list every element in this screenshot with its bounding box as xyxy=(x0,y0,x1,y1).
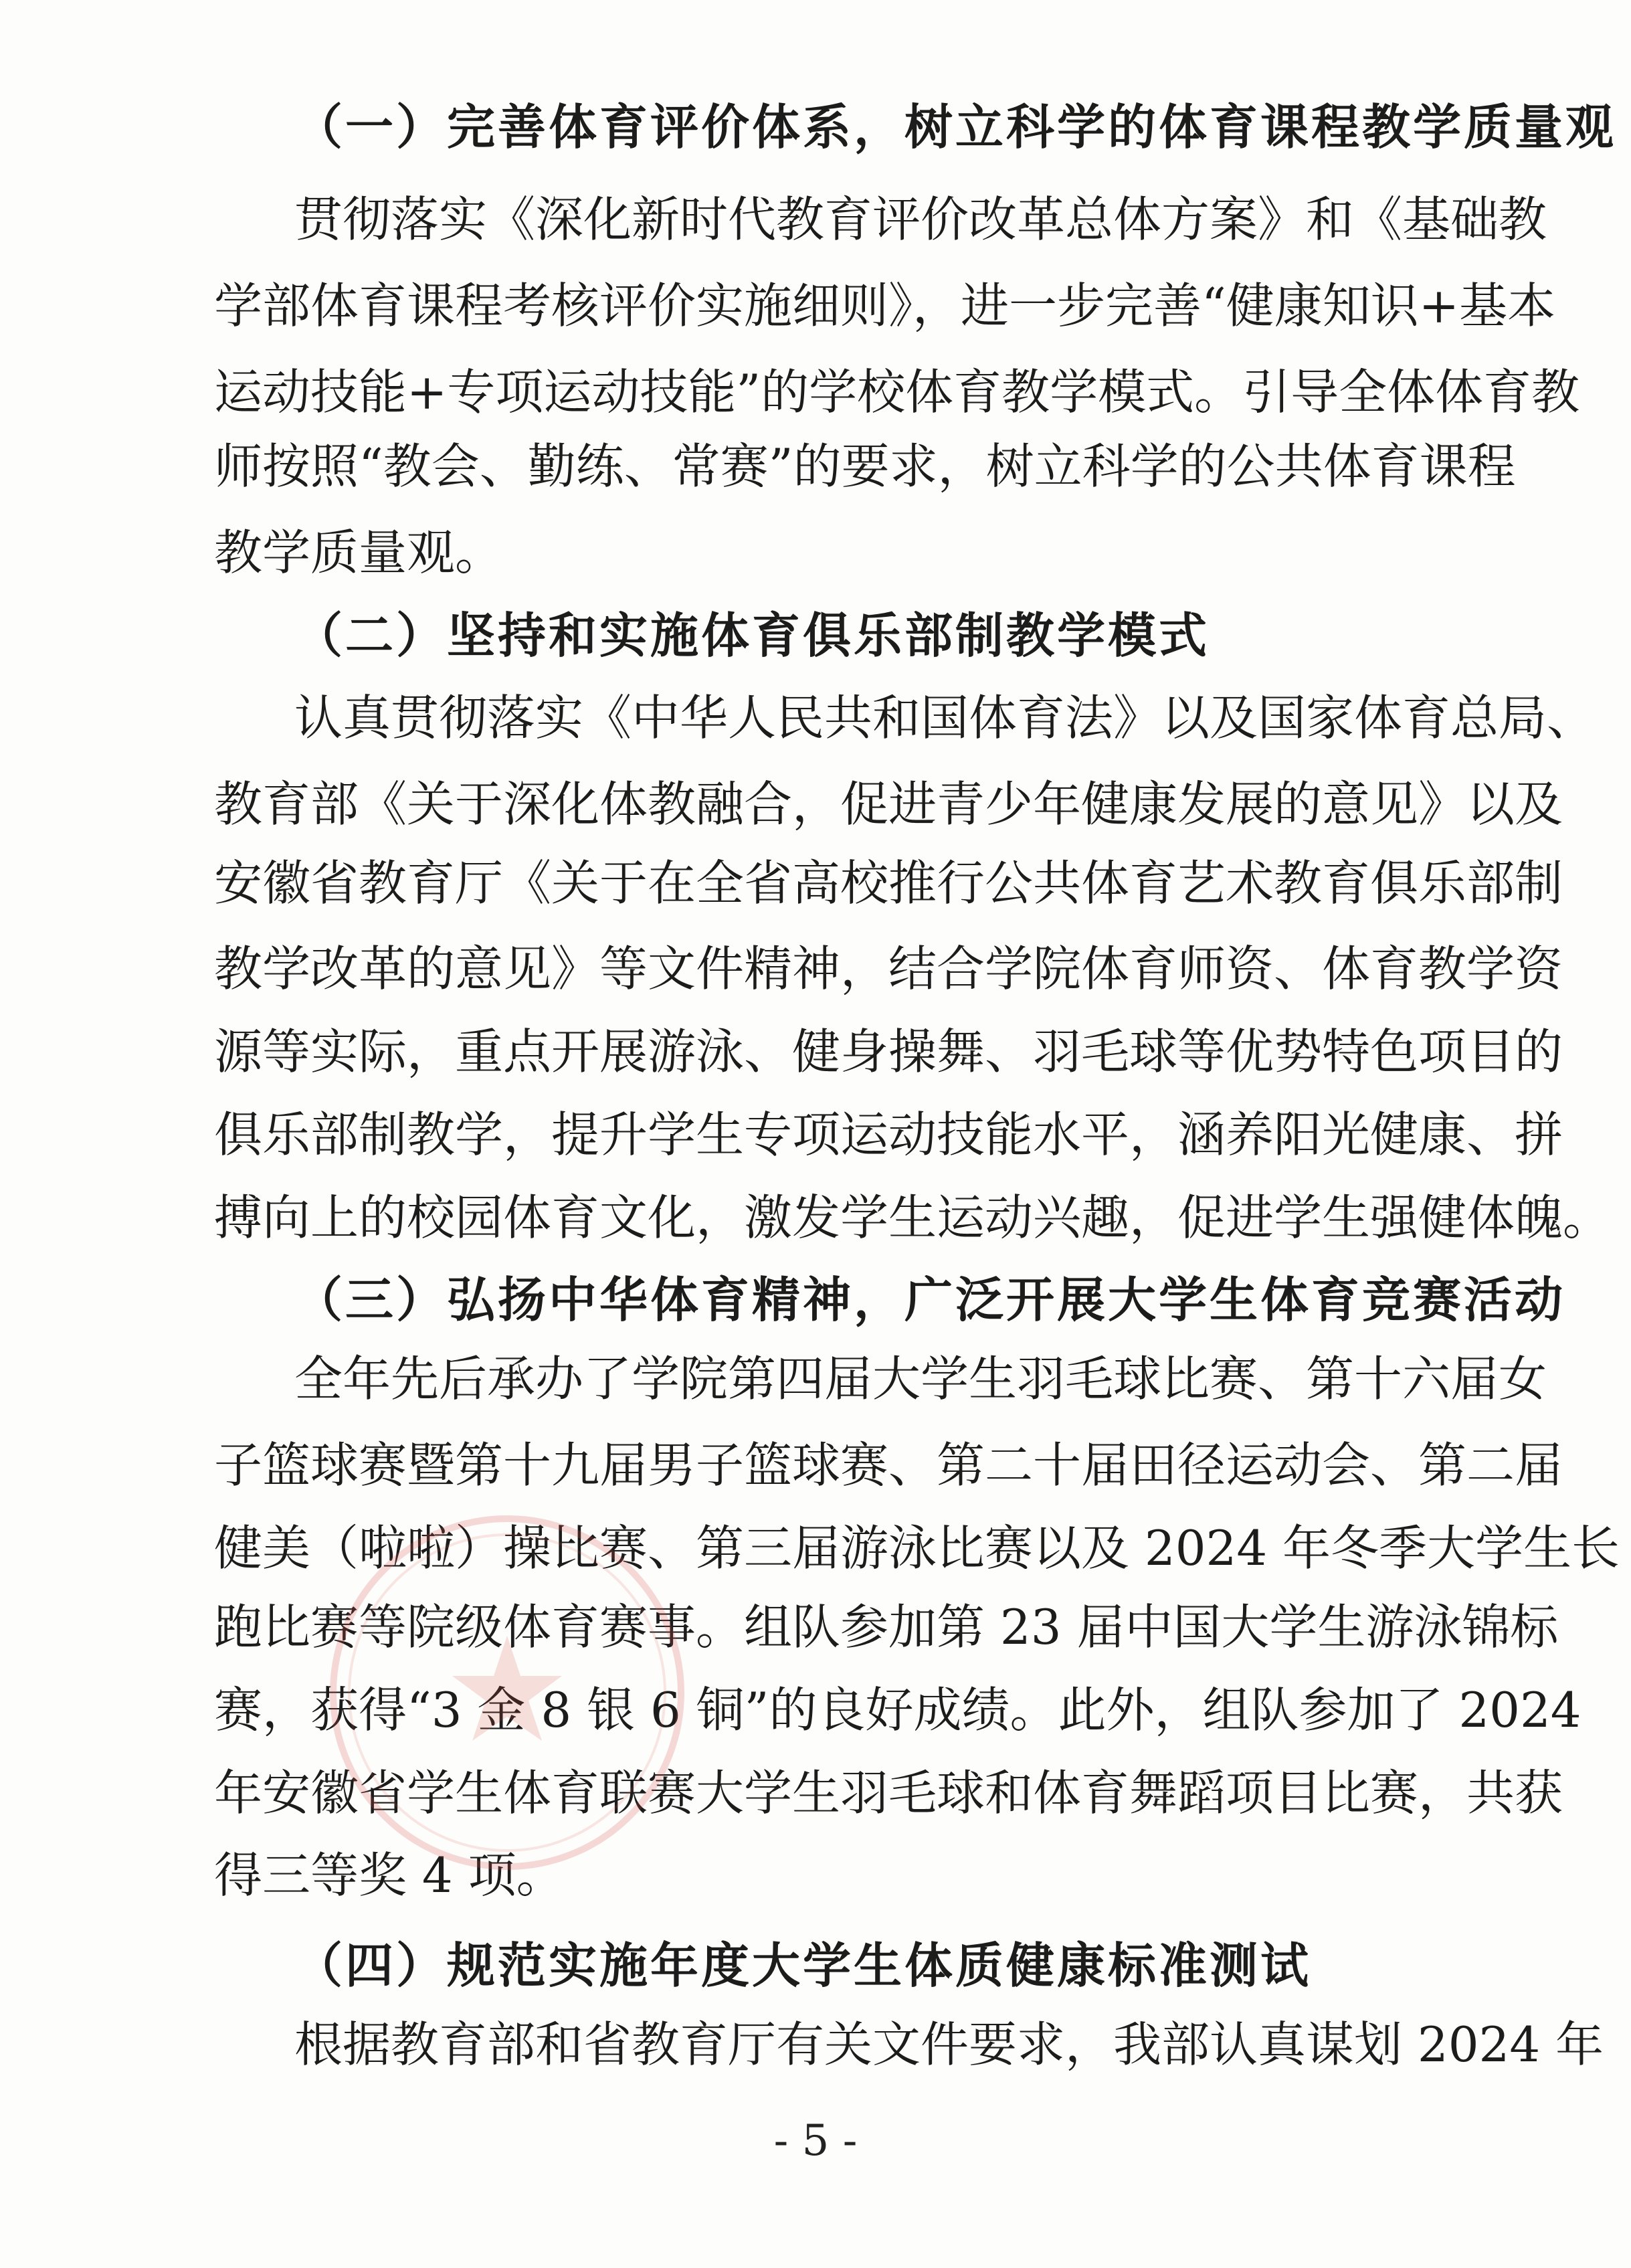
text-line xyxy=(0,426,1631,506)
paragraph-line: 学部体育课程考核评价实施细则》，进一步完善“健康知识+基本 xyxy=(214,278,1556,334)
paragraph-line: 教育部《关于深化体教融合，促进青少年健康发展的意见》以及 xyxy=(214,776,1563,832)
section-heading-1: （一）完善体育评价体系，树立科学的体育课程教学质量观 xyxy=(294,98,1617,155)
text-line xyxy=(0,2004,1631,2085)
text-line xyxy=(0,1925,1631,2006)
paragraph-line: 健美（啦啦）操比赛、第三届游泳比赛以及 2024 年冬季大学生长 xyxy=(214,1520,1620,1576)
paragraph-line: 教学质量观。 xyxy=(214,525,504,581)
section-heading-3: （三）弘扬中华体育精神，广泛开展大学生体育竞赛活动 xyxy=(294,1271,1566,1328)
text-line xyxy=(0,764,1631,844)
text-line xyxy=(0,1095,1631,1175)
text-line xyxy=(0,595,1631,676)
text-line xyxy=(0,1260,1631,1340)
paragraph-line: 认真贯彻落实《中华人民共和国体育法》以及国家体育总局、 xyxy=(294,690,1596,746)
text-line xyxy=(0,87,1631,167)
text-line xyxy=(0,1835,1631,1915)
text-line xyxy=(0,1587,1631,1667)
text-line xyxy=(0,1012,1631,1092)
paragraph-line: 子篮球赛暨第十九届男子篮球赛、第二十届田径运动会、第二届 xyxy=(214,1437,1563,1493)
paragraph-line: 年安徽省学生体育联赛大学生羽毛球和体育舞蹈项目比赛，共获 xyxy=(214,1765,1563,1821)
text-line xyxy=(0,929,1631,1009)
text-line xyxy=(0,1425,1631,1505)
paragraph-line: 赛，获得“3 金 8 银 6 铜”的良好成绩。此外，组队参加了 2024 xyxy=(214,1682,1581,1738)
text-line xyxy=(0,266,1631,346)
text-line xyxy=(0,843,1631,923)
text-line xyxy=(0,1508,1631,1588)
text-line xyxy=(0,678,1631,758)
text-line xyxy=(0,1670,1631,1750)
section-heading-2: （二）坚持和实施体育俱乐部制教学模式 xyxy=(294,607,1210,664)
text-line xyxy=(0,512,1631,593)
paragraph-line: 教学改革的意见》等文件精神，结合学院体育师资、体育教学资 xyxy=(214,941,1563,997)
paragraph-line: 全年先后承办了学院第四届大学生羽毛球比赛、第十六届女 xyxy=(294,1351,1547,1407)
official-seal xyxy=(320,1505,694,1880)
text-line xyxy=(0,1339,1631,1419)
paragraph-line: 得三等奖 4 项。 xyxy=(214,1847,565,1903)
section-heading-4: （四）规范实施年度大学生体质健康标准测试 xyxy=(294,1937,1312,1994)
paragraph-line: 师按照“教会、勤练、常赛”的要求，树立科学的公共体育课程 xyxy=(214,438,1516,494)
paragraph-line: 源等实际，重点开展游泳、健身操舞、羽毛球等优势特色项目的 xyxy=(214,1024,1563,1080)
page-number: - 5 - xyxy=(773,2116,858,2166)
paragraph-line: 俱乐部制教学，提升学生专项运动技能水平，涵养阳光健康、拼 xyxy=(214,1107,1563,1163)
text-line xyxy=(0,1753,1631,1833)
text-line xyxy=(0,1177,1631,1258)
paragraph-line: 根据教育部和省教育厅有关文件要求，我部认真谋划 2024 年 xyxy=(294,2016,1604,2073)
paragraph-line: 运动技能+专项运动技能”的学校体育教学模式。引导全体体育教 xyxy=(214,364,1580,420)
text-line xyxy=(0,352,1631,432)
text-line xyxy=(0,179,1631,260)
paragraph-line: 跑比赛等院级体育赛事。组队参加第 23 届中国大学生游泳锦标 xyxy=(214,1599,1559,1655)
paragraph-line: 安徽省教育厅《关于在全省高校推行公共体育艺术教育俱乐部制 xyxy=(214,855,1563,911)
paragraph-line: 贯彻落实《深化新时代教育评价改革总体方案》和《基础教 xyxy=(294,191,1547,248)
paragraph-line: 搏向上的校园体育文化，激发学生运动兴趣，促进学生强健体魄。 xyxy=(214,1190,1612,1246)
